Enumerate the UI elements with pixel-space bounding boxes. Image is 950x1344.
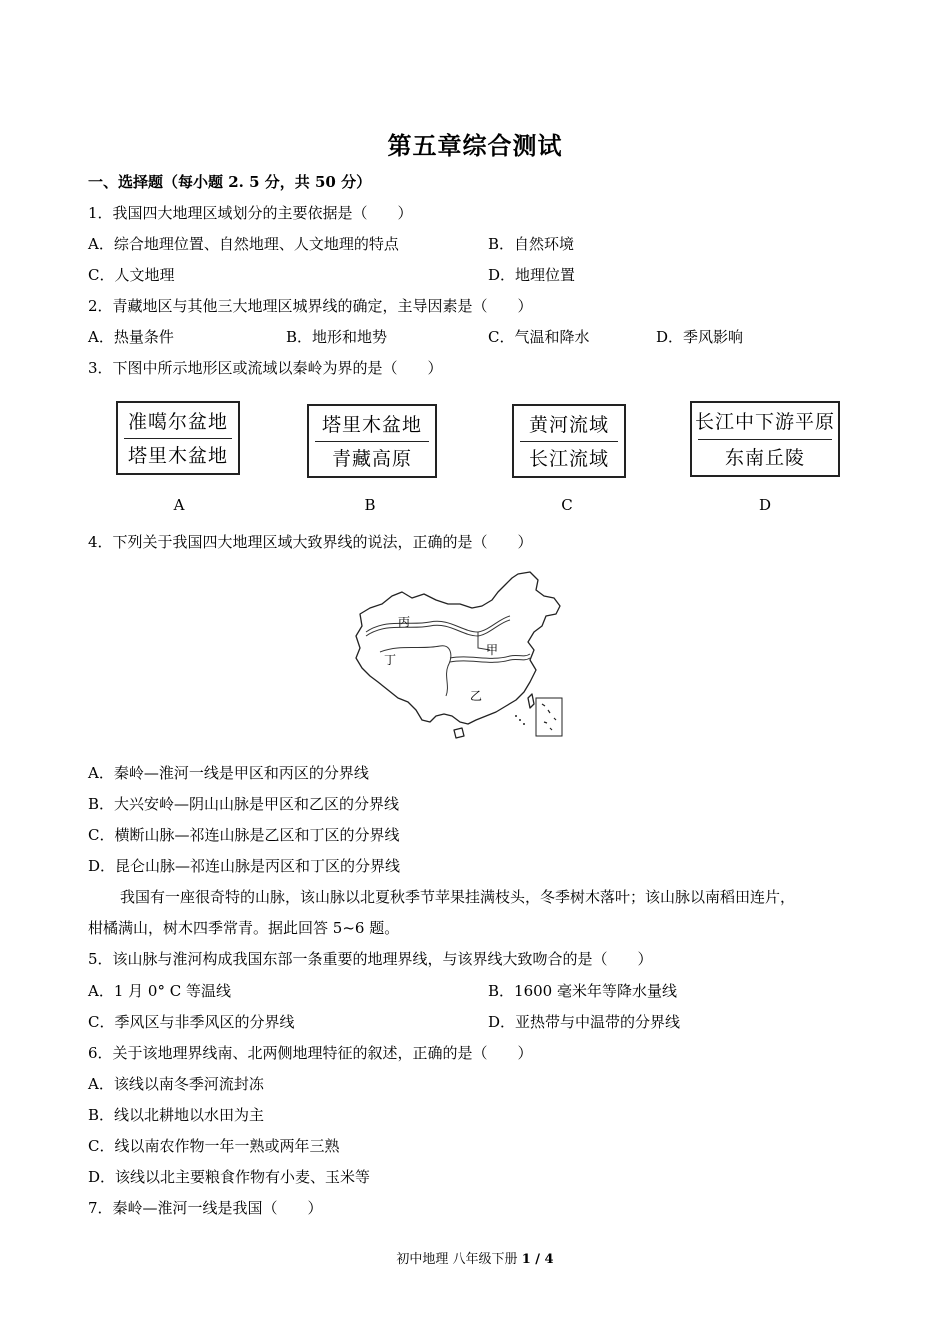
box-a-top: 准噶尔盆地 [127,411,228,433]
boundary-north-west [366,616,510,632]
box-d-divider [698,439,832,440]
question-5-option-a: A．1 月 0° C 等温线 [88,982,231,1000]
box-d-top: 长江中下游平原 [694,411,835,433]
question-2-option-b: B．地形和地势 [286,328,388,346]
question-5-stem: 5．该山脉与淮河构成我国东部一条重要的地理界线，与该界线大致吻合的是（ ） [88,950,653,968]
island-dot-2 [519,719,521,721]
question-6-option-a: A．该线以南冬季河流封冻 [88,1075,264,1093]
map-label-ding: 丁 [384,653,397,667]
china-outline [356,572,560,724]
question-5-option-c: C．季风区与非季风区的分界线 [88,1013,295,1031]
hainan-island [454,728,464,738]
footer-text: 初中地理 八年级下册 [396,1252,522,1267]
box-c-divider [520,441,618,442]
box-c-bottom: 长江流域 [528,448,609,470]
option-box-d [690,401,840,477]
question-2-option-d: D．季风影响 [656,328,744,346]
question-5-option-d: D．亚热带与中温带的分界线 [488,1013,681,1031]
question-4-option-d: D．昆仑山脉—祁连山脉是丙区和丁区的分界线 [88,857,401,875]
map-label-jia: 甲 [486,643,499,657]
question-2-option-c: C．气温和降水 [488,328,590,346]
map-label-yi: 乙 [470,689,483,703]
china-regions-map [350,570,570,746]
passage-line-2: 柑橘满山，树木四季常青。据此回答 5~6 题。 [88,919,400,937]
question-1-option-a: A．综合地理位置、自然地理、人文地理的特点 [88,235,399,253]
question-7-stem: 7．秦岭—淮河一线是我国（ ） [88,1199,323,1217]
box-b-divider [315,441,429,442]
question-2-stem: 2．青藏地区与其他三大地理区城界线的确定，主导因素是（ ） [88,297,533,315]
map-label-bing: 丙 [398,615,411,629]
inset-islands [542,704,556,730]
question-4-option-b: B．大兴安岭—阴山山脉是甲区和乙区的分界线 [88,795,400,813]
question-6-option-c: C．线以南农作物一年一熟或两年三熟 [88,1137,340,1155]
box-c-top: 黄河流域 [528,414,609,436]
section-heading: 一、选择题（每小题 2. 5 分，共 50 分） [88,173,372,191]
page-title: 第五章综合测试 [387,131,563,160]
page-footer [0,1248,950,1267]
box-d-bottom: 东南丘陵 [724,447,805,469]
option-box-c [512,404,626,478]
option-box-b [307,404,437,478]
box-label-a: A [173,496,185,514]
boundary-qinling-2 [450,658,530,662]
question-6-stem: 6．关于该地理界线南、北两侧地理特征的叙述，正确的是（ ） [88,1044,533,1062]
box-a-divider [124,438,232,439]
taiwan-island [528,694,534,708]
question-4-option-a: A．秦岭—淮河一线是甲区和丙区的分界线 [88,764,369,782]
question-4-stem: 4．下列关于我国四大地理区域大致界线的说法，正确的是（ ） [88,533,533,551]
island-dot-3 [523,723,525,725]
box-label-b: B [364,496,376,514]
passage-line-1: 我国有一座很奇特的山脉，该山脉以北夏秋季节苹果挂满枝头，冬季树木落叶；该山脉以南稻田连片， [120,888,796,906]
box-b-bottom: 青藏高原 [331,448,412,470]
question-1-stem: 1．我国四大地理区域划分的主要依据是（ ） [88,204,413,222]
box-a-bottom: 塔里木盆地 [127,445,228,467]
option-box-a [116,401,240,475]
question-3-stem: 3．下图中所示地形区或流域以秦岭为界的是（ ） [88,359,443,377]
question-2-option-a: A．热量条件 [88,328,174,346]
island-dot-1 [515,715,517,717]
question-6-option-d: D．该线以北主要粮食作物有小麦、玉米等 [88,1168,371,1186]
question-1-option-c: C．人文地理 [88,266,175,284]
box-label-d: D [758,496,772,514]
south-china-sea-inset [536,698,562,736]
question-6-option-b: B．线以北耕地以水田为主 [88,1106,265,1124]
box-label-c: C [561,496,573,514]
page-number: 1 / 4 [521,1252,554,1267]
box-b-top: 塔里木盆地 [321,414,422,436]
question-1-option-d: D．地理位置 [488,266,576,284]
question-4-option-c: C．横断山脉—祁连山脉是乙区和丁区的分界线 [88,826,400,844]
question-1-option-b: B．自然环境 [488,235,575,253]
question-5-option-b: B．1600 毫米年等降水量线 [488,982,677,1000]
